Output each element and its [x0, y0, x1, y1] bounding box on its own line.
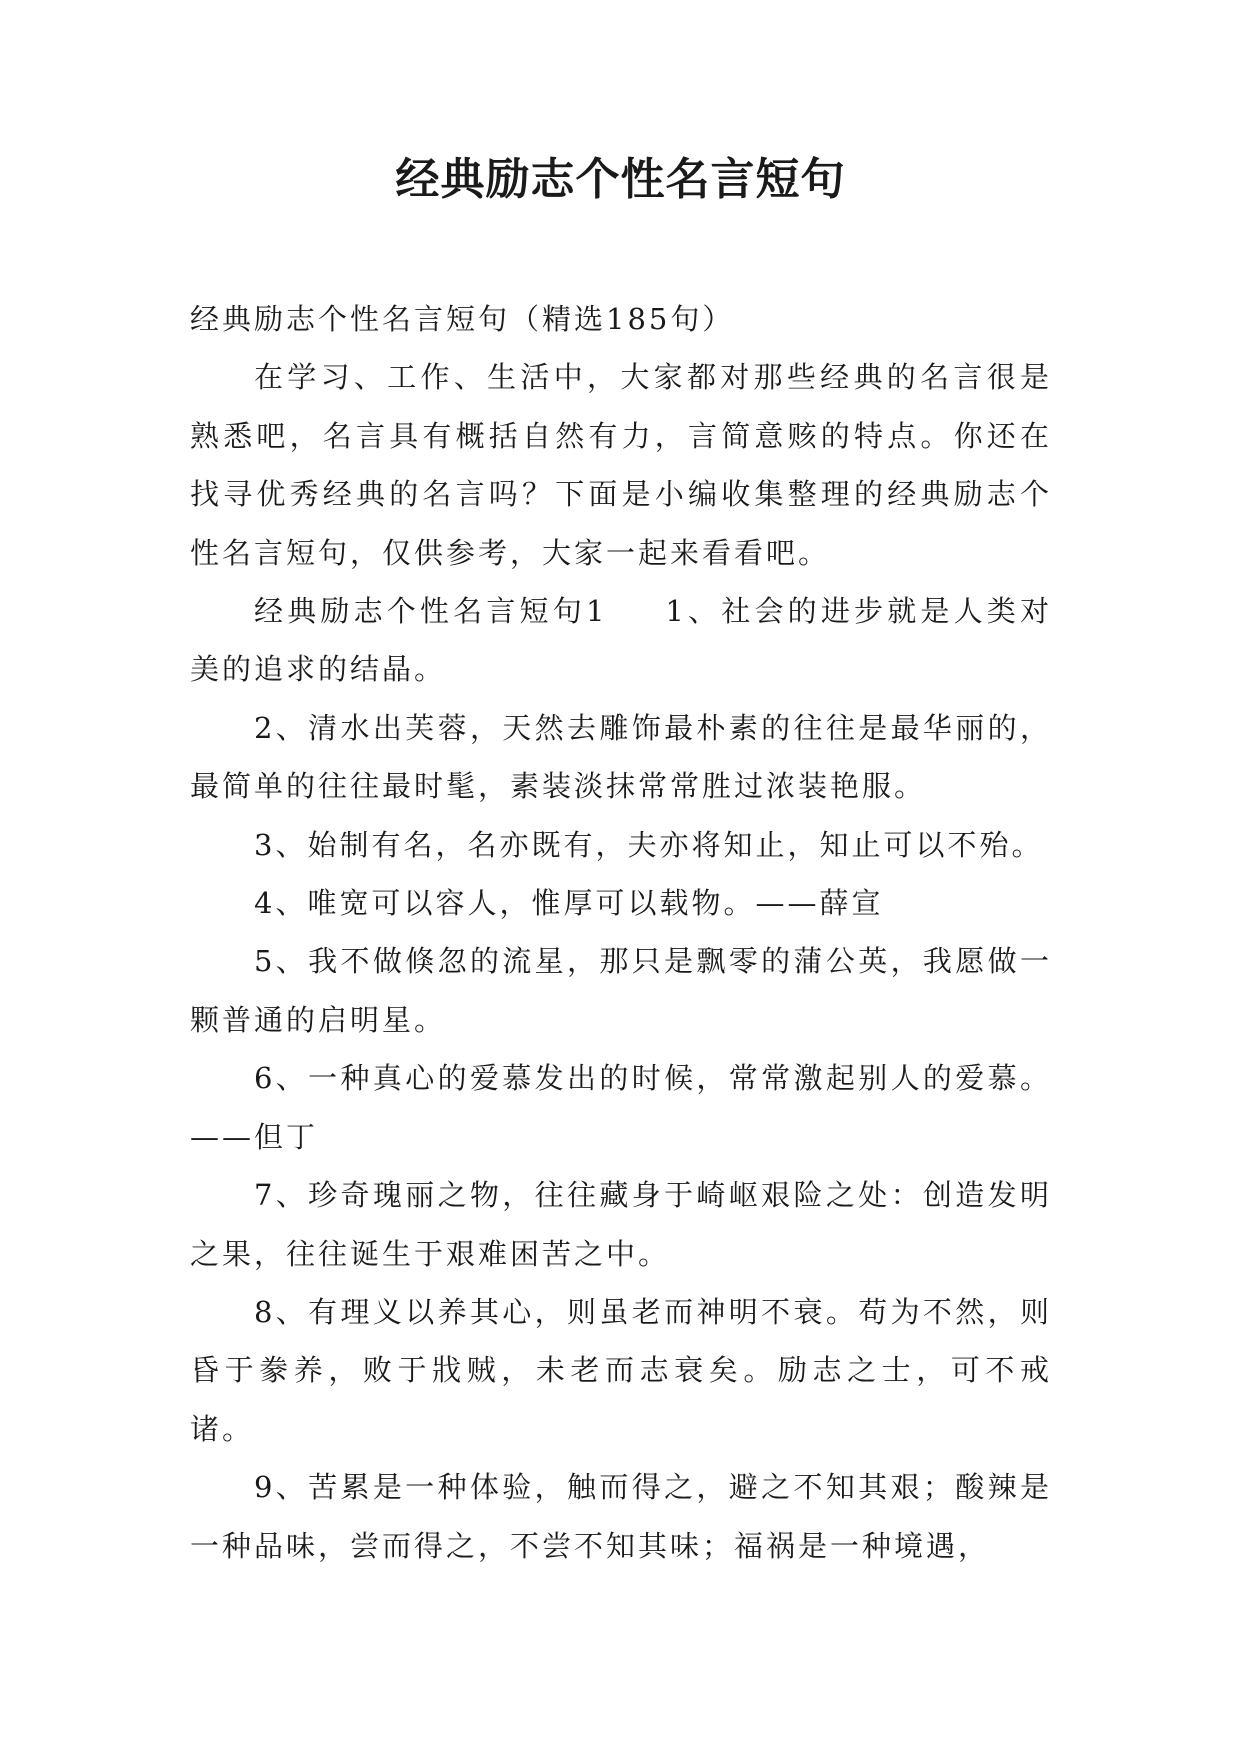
quote-3: 3、始制有名，名亦既有，夫亦将知止，知止可以不殆。	[254, 827, 1044, 862]
quote-1: 1、社会的进步就是人类对美的追求的结晶。	[190, 594, 1053, 687]
quote-9: 9、苦累是一种体验，触而得之，避之不知其艰；酸辣是一种品味，尝而得之，不尝不知其味；福祸是一种境遇，	[190, 1470, 1052, 1563]
intro-paragraph: 在学习、工作、生活中，大家都对那些经典的名言很是熟悉吧，名言具有概括自然有力，言简意赅的特点。你还在找寻优秀经典的名言吗？下面是小编收集整理的经典励志个性名言短句，仅供参考，大家一起来看看吧。	[190, 360, 1052, 570]
quote-7: 7、珍奇瑰丽之物，往往藏身于崎岖艰险之处：创造发明之果，往往诞生于艰难困苦之中。	[190, 1178, 1052, 1271]
quote-2: 2、清水出芙蓉，天然去雕饰最朴素的往往是最华丽的，最简单的往往最时髦，素装淡抹常常胜过浓装艳服。	[190, 710, 1052, 804]
document-subtitle: 经典励志个性名言短句（精选185句）	[190, 302, 735, 336]
section-paragraph	[190, 582, 1052, 699]
page-title: 经典励志个性名言短句	[395, 154, 846, 205]
quote-8: 8、有理义以养其心，则虽老而神明不衰。苟为不然，则昏于豢养，败于戕贼，未老而志衰矣。励志之士，可不戒诸。	[190, 1294, 1052, 1446]
section-heading: 经典励志个性名言短句1	[254, 594, 608, 629]
quote-4: 4、唯宽可以容人，惟厚可以载物。——薛宣	[254, 886, 884, 921]
quote-6: 6、一种真心的爱慕发出的时候，常常激起别人的爱慕。——但丁	[190, 1061, 1052, 1154]
document-body	[190, 290, 1052, 1575]
quote-5: 5、我不做倏忽的流星，那只是飘零的蒲公英，我愿做一颗普通的启明星。	[190, 944, 1052, 1037]
